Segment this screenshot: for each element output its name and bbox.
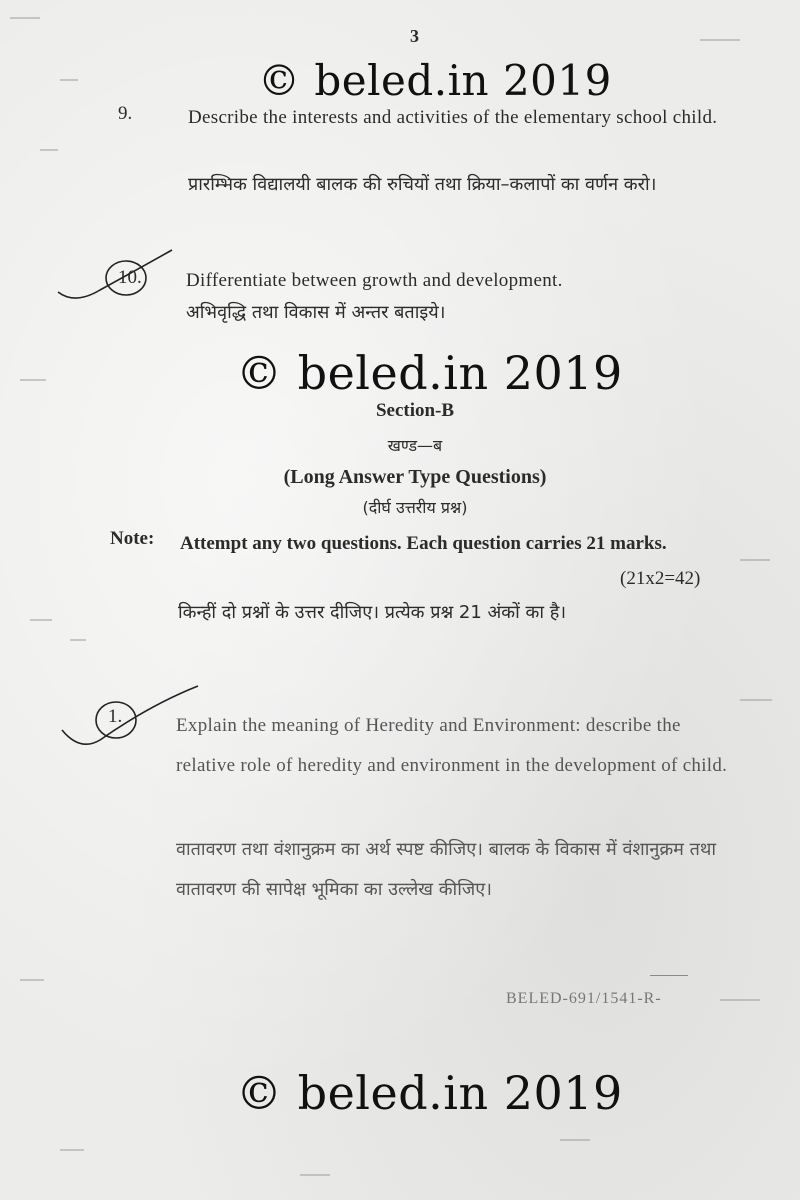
question-1-english: Explain the meaning of Heredity and Environment: describe the relative role of heredity and environment in the development of child. bbox=[176, 715, 728, 776]
question-1-number: 1. bbox=[108, 706, 123, 727]
watermark-middle: © beled.in 2019 bbox=[236, 346, 623, 400]
note-english: Attempt any two questions. Each question carries 21 marks. bbox=[180, 533, 667, 554]
scan-specks bbox=[10, 18, 772, 1175]
question-1-hindi: वातावरण तथा वंशानुक्रम का अर्थ स्पष्ट कीजिए। बालक के विकास में वंशानुक्रम तथा वातावरण की सापेक्ष भूमिका का उल्लेख कीजिए। bbox=[176, 839, 717, 900]
pen-circle-q10 bbox=[106, 261, 146, 295]
note-label: Note: bbox=[110, 528, 155, 549]
section-subtitle-hindi: (दीर्घ उत्तरीय प्रश्न) bbox=[362, 498, 468, 517]
watermark-bottom: © beled.in 2019 bbox=[236, 1066, 623, 1120]
question-10-english: Differentiate between growth and development. bbox=[186, 270, 563, 291]
paper-code: BELED-691/1541-R- bbox=[506, 990, 662, 1007]
section-title-hindi: खण्ड—ब bbox=[387, 436, 443, 455]
pen-tick-q1 bbox=[62, 686, 198, 744]
question-9-hindi: प्रारम्भिक विद्यालयी बालक की रुचियों तथा क्रिया–कलापों का वर्णन करो। bbox=[188, 174, 657, 195]
note-marks: (21x2=42) bbox=[620, 568, 701, 589]
question-9-english: Describe the interests and activities of the elementary school child. bbox=[188, 107, 718, 128]
question-9-number: 9. bbox=[118, 103, 133, 124]
note-hindi: किन्हीं दो प्रश्नों के उत्तर दीजिए। प्रत्येक प्रश्न 21 अंकों का है। bbox=[178, 602, 567, 623]
pen-tick-q10 bbox=[58, 250, 172, 298]
question-10-hindi: अभिवृद्धि तथा विकास में अन्तर बताइये। bbox=[186, 302, 446, 323]
watermark-top: © beled.in 2019 bbox=[258, 56, 612, 105]
question-10-number: 10. bbox=[118, 267, 142, 288]
section-title: Section-B bbox=[375, 400, 455, 421]
page-number: 3 bbox=[410, 26, 419, 46]
section-subtitle: (Long Answer Type Questions) bbox=[283, 466, 547, 488]
